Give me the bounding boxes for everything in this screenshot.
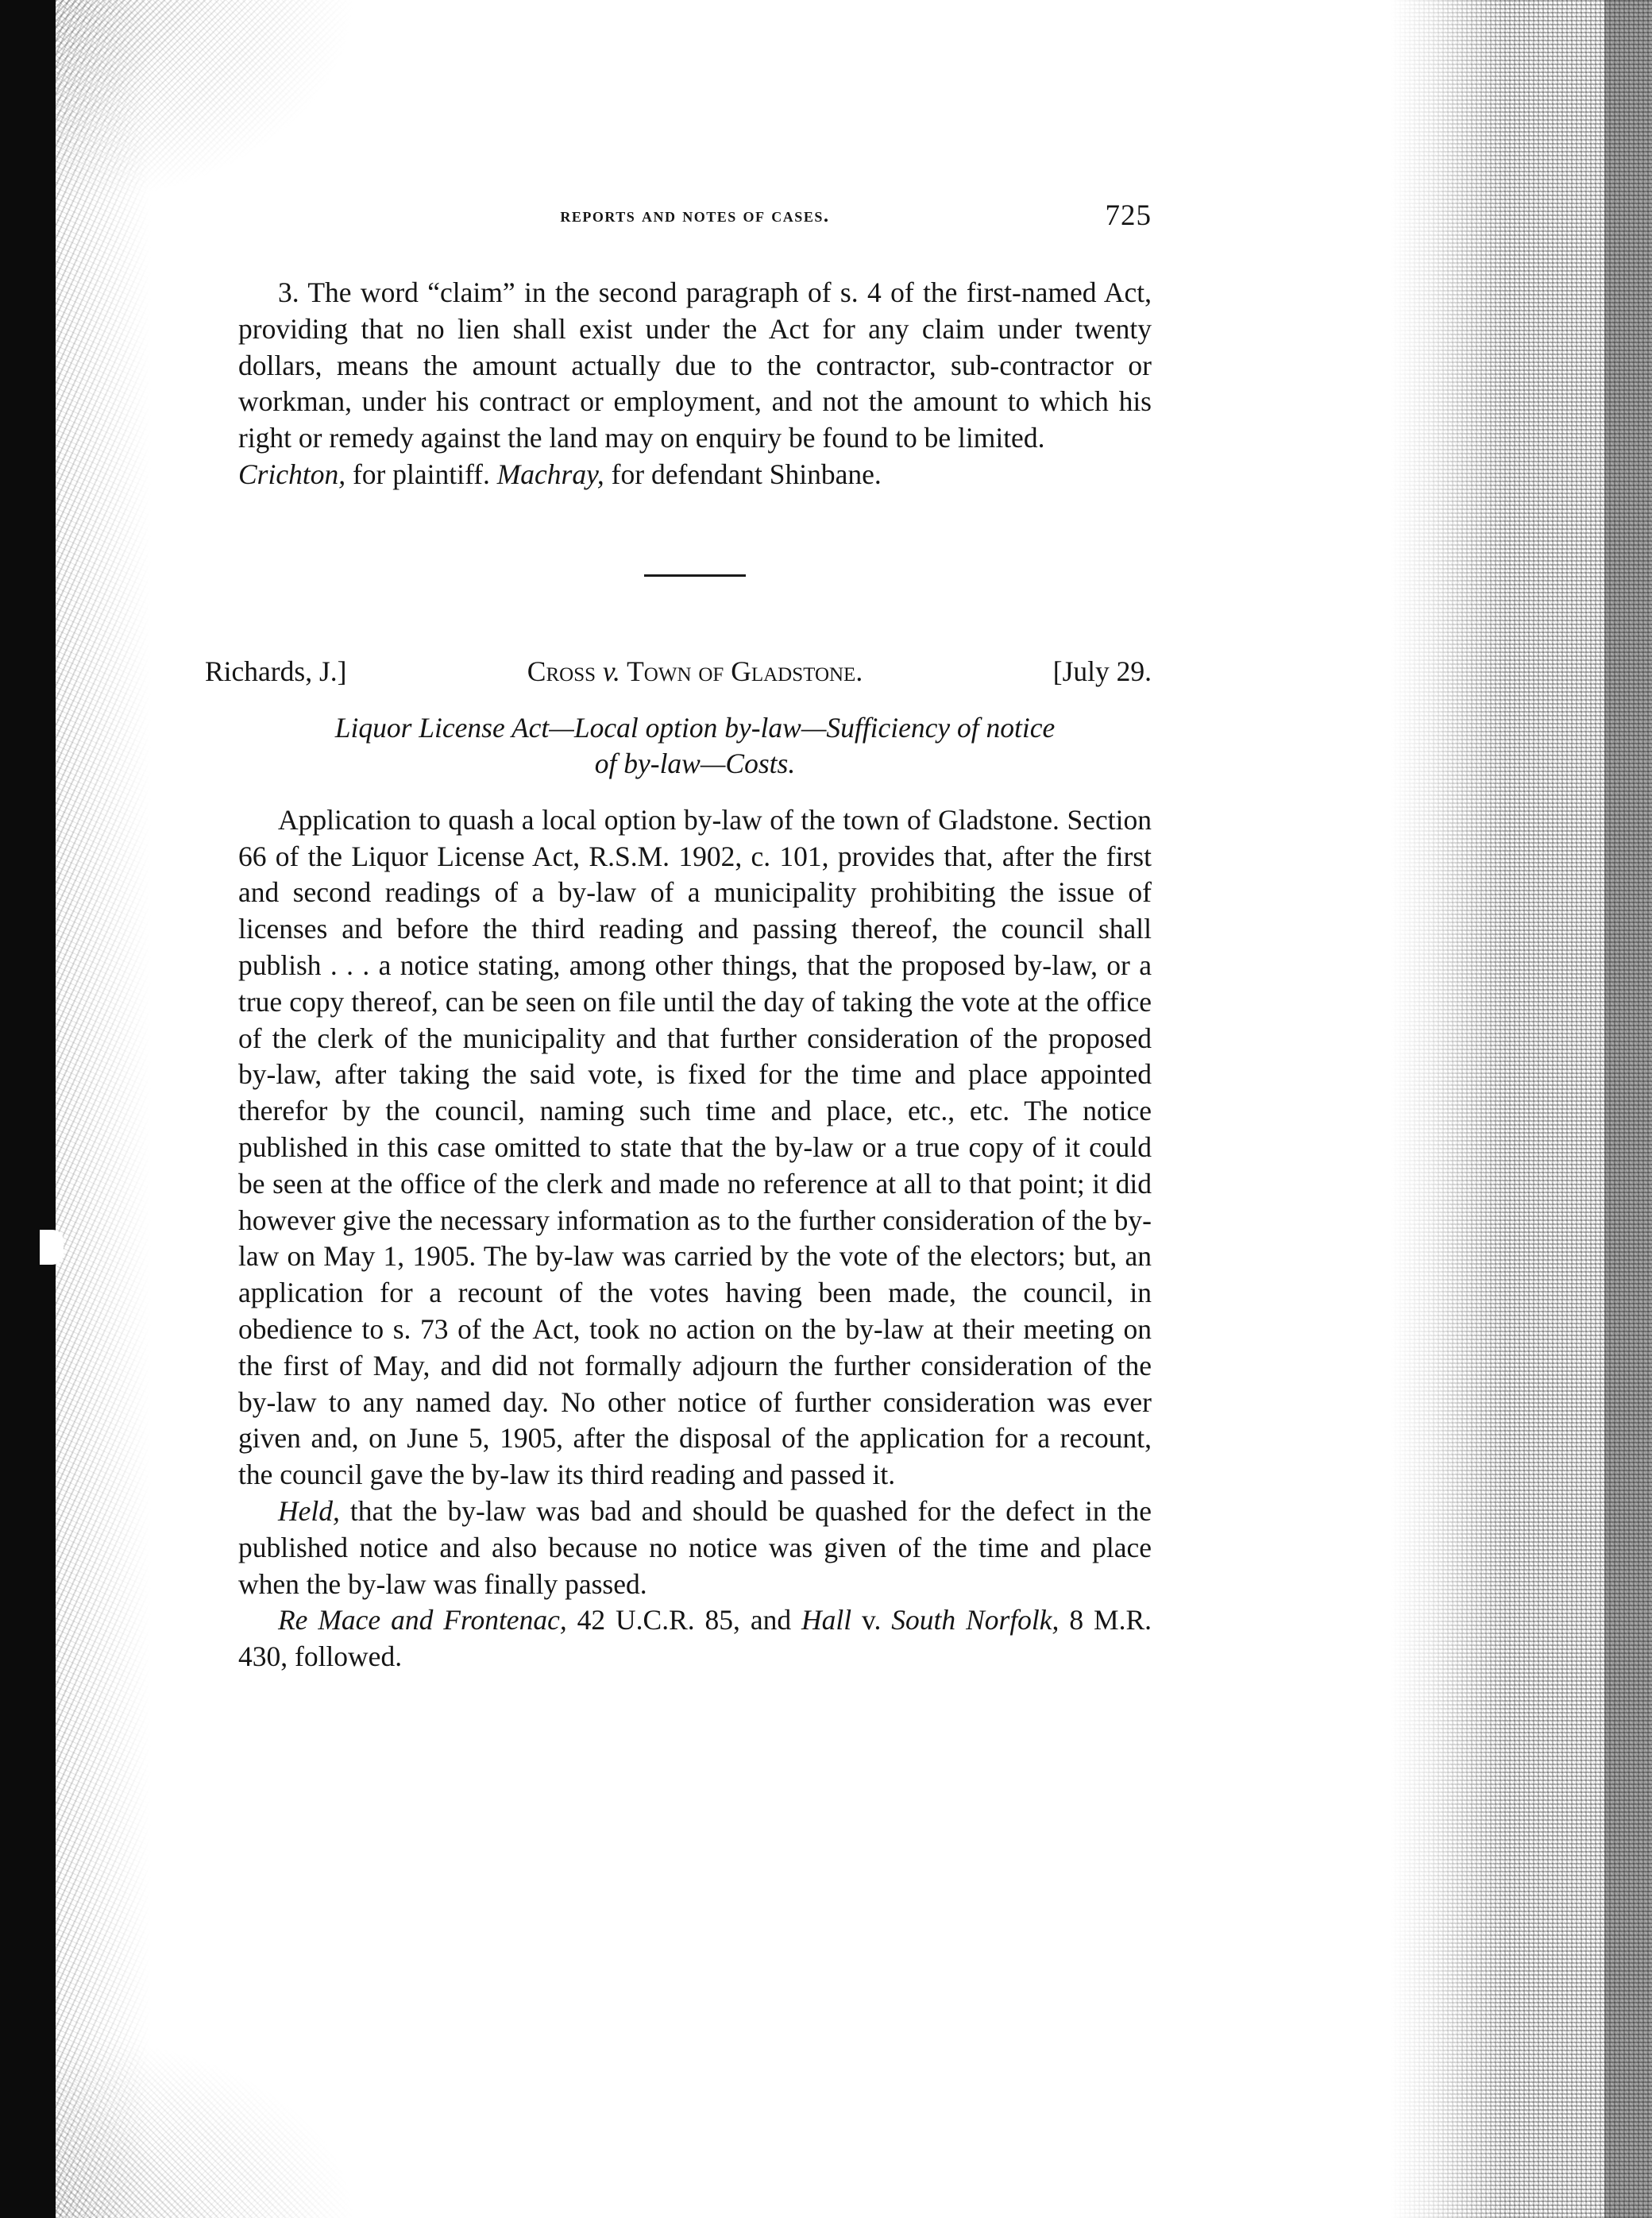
page-number: 725 [1105,199,1152,232]
case-title-v: v. [602,655,620,687]
scan-left-noise [56,0,151,2218]
counsel-defendant-role: for defendant Shinbane. [604,458,882,490]
application-paragraph: Application to quash a local option by-law of the town of Gladstone. Section 66 of the Liquor License Act, R.S.M. 1902, c. 101, provides that, after the first and second readings of a by-law of a municipality prohibiting the issue of licenses and before the third reading and passing thereof, the council shall publish . . . a notice stating, among other things, that the proposed by-law, or a true copy thereof, can be seen on file until the day of taking the vote at the office of the clerk of the municipality and that further consideration of the proposed by-law, after taking the said vote, is fixed for the time and place appointed therefor by the council, naming such time and place, etc., etc. The notice published in this case omitted to state that the by-law or a true copy of it could be seen at the office of the clerk and made no reference at all to that point; it did however give the necessary information as to the further consideration of the by-law on May 1, 1905. The by-law was carried by the vote of the electors; but, an application for a recount of the votes having been made, the council, in obedience to s. 73 of the Act, took no action on the by-law at their meeting on the first of May, and did not formally adjourn the further consideration of the by-law to any named day. No other notice of further consideration was ever given and, on June 5, 1905, after the disposal of the application for a recount, the council gave the by-law its third reading and passed it. [238,803,1152,1491]
followed-case-1: Re Mace and Frontenac, [278,1604,567,1636]
page [205,191,1152,1675]
section-divider [644,574,746,577]
case-heading [205,653,1152,693]
held-paragraph [238,1493,1152,1602]
case-judge: Richards, J.] [205,655,347,687]
followed-case-2-cite: 8 M.R. 430, followed. [238,1604,1152,1673]
held-text: that the by-law was bad and should be quashed for the defect in the published notice and also because no notice was given of the time and place when the by-law was finally passed. [238,1494,1152,1600]
case-title-plaintiff: Cross [527,655,603,687]
previous-case-paragraph-3: 3. The word “claim” in the second paragraph of s. 4 of the first-named Act, providing that no lien shall exist under the Act for any claim under twenty dollars, means the amount actually due to the contractor, sub-contractor or workman, under his contract or employment, and not the amount to which his right or remedy against the land may on enquiry be found to be limited. [238,276,1152,454]
held-label: Held, [278,1494,340,1527]
catchwords-line-2: of by-law—Costs. [594,747,796,779]
followed-case-2-v: v. [851,1604,892,1636]
followed-case-1-cite: 42 U.C.R. 85, and [566,1604,802,1636]
catchwords-line-1: Liquor License Act—Local option by-law—Sufficiency of notice [334,711,1056,744]
scan-notch [40,1230,64,1265]
case-date: [July 29. [1052,655,1152,687]
case-title-defendant: Town of Gladstone. [620,655,863,687]
counsel-plaintiff-role: for plaintiff. [345,458,497,490]
scan-right-edge [1604,0,1652,2218]
case-title [238,653,1152,690]
scan-left-top-smudge [56,0,357,207]
followed-case-2-b: South Norfolk, [891,1604,1060,1636]
counsel-plaintiff-name: Crichton, [238,458,346,490]
catchwords [238,710,1152,782]
scan-left-border [0,0,56,2218]
counsel-defendant-name: Machray, [496,458,604,490]
case-body [238,802,1152,1675]
running-title: reports and notes of cases. [560,205,830,226]
counsel-line [238,457,1152,493]
followed-case-2-a: Hall [801,1604,852,1636]
running-head [238,191,1152,238]
followed-paragraph [238,1602,1152,1675]
scan-left-bottom-smudge [56,2034,357,2218]
